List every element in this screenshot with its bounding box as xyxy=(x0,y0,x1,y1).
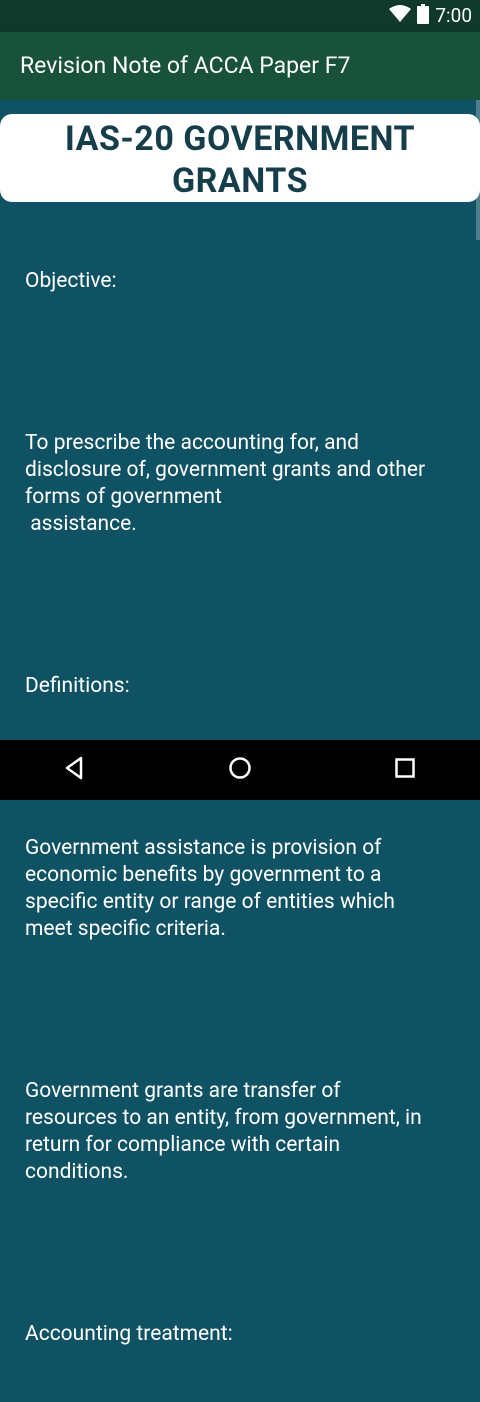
heading-card xyxy=(0,114,480,202)
status-time: 7:00 xyxy=(435,4,472,27)
page-heading xyxy=(0,118,480,202)
back-icon xyxy=(63,756,85,784)
recents-button[interactable] xyxy=(385,750,425,790)
home-button[interactable] xyxy=(220,750,260,790)
status-bar xyxy=(0,0,480,32)
recents-icon xyxy=(395,758,415,782)
paragraph: Government grants are transfer of resources to an entity, from government, in return for compliance with certain conditions. xyxy=(25,1079,422,1184)
wifi-icon xyxy=(389,5,411,27)
battery-icon xyxy=(417,4,429,28)
app-bar xyxy=(0,32,480,100)
app-title: Revision Note of ACCA Paper F7 xyxy=(20,52,351,79)
home-icon xyxy=(228,756,252,784)
paragraph: Government assistance is provision of economic benefits by government to a specific entity or range of entities which meet specific criteria. xyxy=(25,836,395,941)
paragraph: Objective: xyxy=(25,269,117,293)
paragraph: To prescribe the accounting for, and disclosure of, government grants and other forms of government assistance. xyxy=(25,431,426,536)
paragraph xyxy=(25,1240,465,1267)
paragraph: Accounting treatment: xyxy=(25,1322,233,1346)
status-icons xyxy=(389,4,472,28)
paragraph xyxy=(25,997,465,1024)
back-button[interactable] xyxy=(54,750,94,790)
paragraph xyxy=(25,349,465,376)
navigation-bar xyxy=(0,740,480,800)
content-scroll-area[interactable] xyxy=(0,100,480,1346)
note-body xyxy=(25,214,465,1402)
paragraph xyxy=(25,592,465,619)
paragraph: Definitions: xyxy=(25,674,130,698)
page-heading-text: IAS-20 GOVERNMENT GRANTS xyxy=(64,119,416,201)
